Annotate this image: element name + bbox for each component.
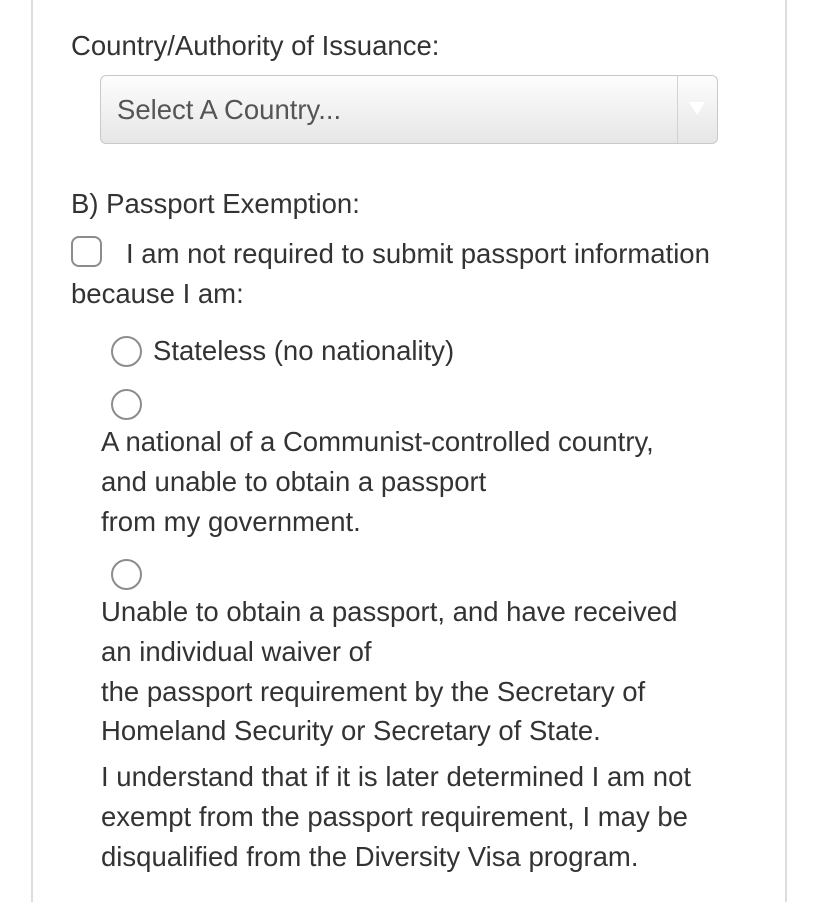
chevron-down-icon	[689, 102, 705, 115]
country-select-value: Select A Country...	[117, 94, 342, 125]
country-authority-label: Country/Authority of Issuance:	[71, 30, 440, 61]
country-select[interactable]	[100, 75, 718, 144]
waiver-label-line2: an individual waiver of	[101, 636, 372, 667]
disclaimer-line3: disqualified from the Diversity Visa program.	[101, 841, 639, 872]
waiver-label-line1: Unable to obtain a passport, and have received	[101, 596, 678, 627]
waiver-radio[interactable]	[111, 559, 142, 590]
communist-country-radio[interactable]	[111, 389, 142, 420]
stateless-radio[interactable]	[111, 336, 142, 367]
communist-country-label-line2: and unable to obtain a passport	[101, 466, 487, 497]
communist-country-label-line3: from my government.	[101, 506, 361, 537]
passport-exemption-checkbox[interactable]	[71, 236, 102, 267]
exemption-checkbox-label-line1: I am not required to submit passport information	[126, 238, 710, 269]
exemption-checkbox-label-line2: because I am:	[71, 278, 244, 309]
waiver-label-line3: the passport requirement by the Secretary of	[101, 676, 646, 707]
communist-country-label-line1: A national of a Communist-controlled country,	[101, 426, 654, 457]
passport-exemption-heading: B) Passport Exemption:	[71, 188, 360, 219]
select-arrow-container	[677, 76, 717, 143]
disclaimer-line2: exempt from the passport requirement, I may be	[101, 801, 688, 832]
stateless-option-label: Stateless (no nationality)	[153, 335, 455, 366]
waiver-label-line4: Homeland Security or Secretary of State.	[101, 715, 601, 746]
disclaimer-line1: I understand that if it is later determined I am not	[101, 761, 692, 792]
